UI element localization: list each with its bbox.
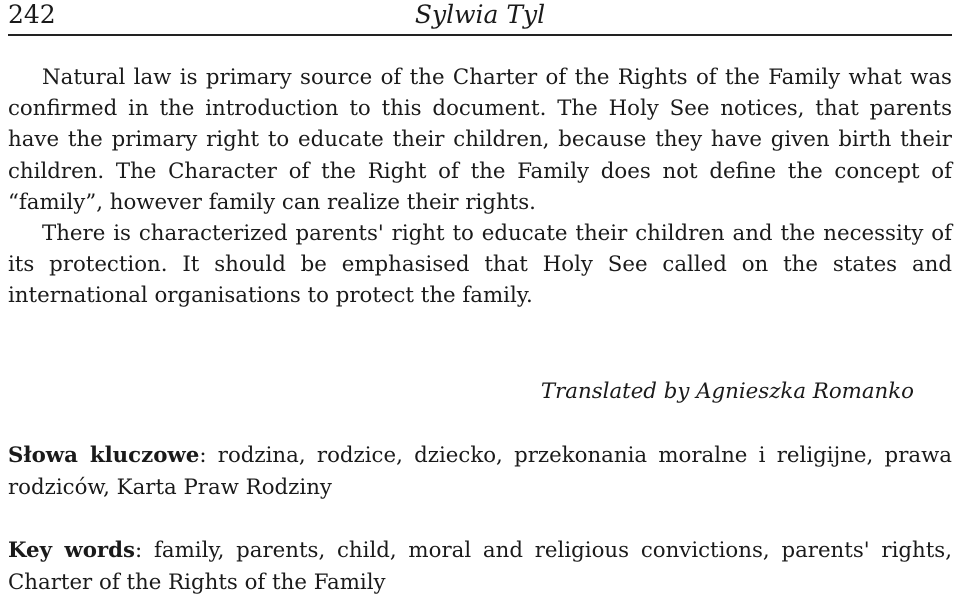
keywords-polish-separator: : — [199, 443, 218, 468]
abstract-body — [8, 62, 952, 312]
keywords-polish-label: Słowa kluczowe — [8, 443, 200, 468]
keywords-polish-text: rodzina, rodzice, dziecko, przekonania moralne i religijne, prawa rodziców, Karta Praw Rodziny — [8, 443, 952, 500]
keywords-english-label: Key words — [8, 538, 136, 563]
abstract-paragraph-1: Natural law is primary source of the Charter of the Rights of the Family what was confirmed in the introduction to this document. The Holy See notices, that parents have the primary right to educate their children, because they have given birth their children. The Character of the Right of the Family does not define the concept of “family”, however family can realize their rights. — [8, 65, 952, 215]
keywords-english — [8, 535, 952, 598]
running-head-author: Sylwia Tyl — [414, 0, 546, 29]
keywords-polish — [8, 440, 952, 503]
page-number: 242 — [8, 0, 56, 29]
translator-credit: Translated by Agnieszka Romanko — [540, 379, 914, 404]
abstract-paragraph-2: There is characterized parents' right to educate their children and the necessity of its protection. It should be emphasised that Holy See called on the states and international organisations to protect the family. — [8, 221, 952, 309]
keywords-english-separator: : — [135, 538, 154, 563]
keywords-english-text: family, parents, child, moral and religious convictions, parents' rights, Charter of the Rights of the Family — [8, 538, 952, 595]
